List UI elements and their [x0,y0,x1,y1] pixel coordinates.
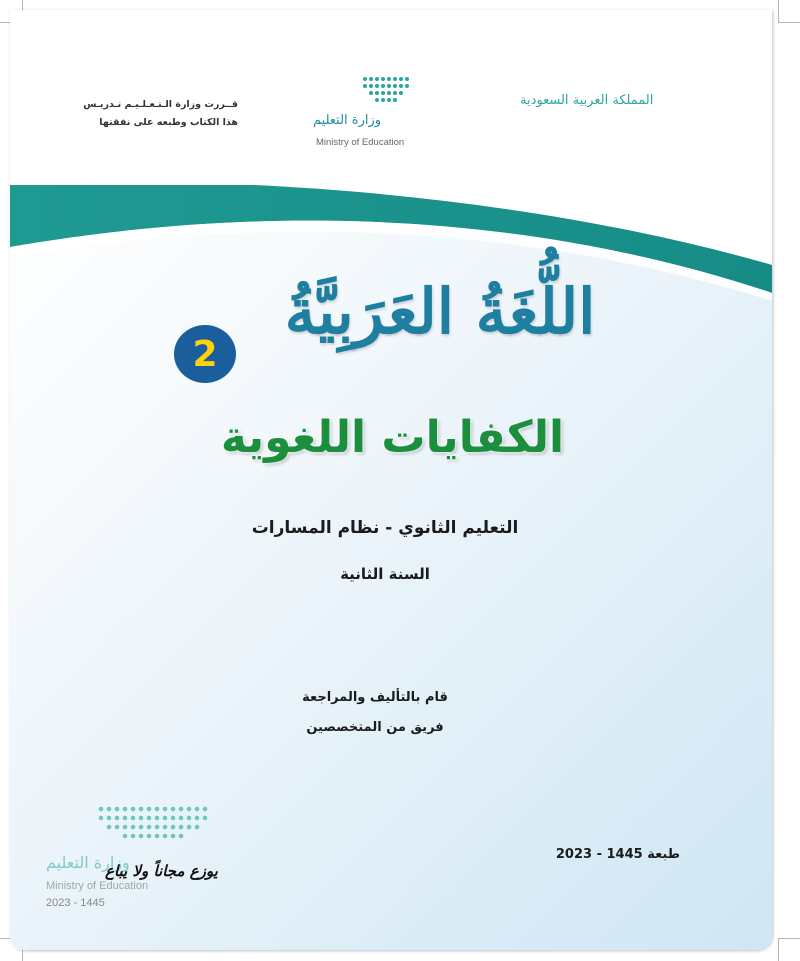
crop-mark [778,939,779,961]
kingdom-label: المملكة العربية السعودية [520,93,654,108]
book-subtitle: الكفايات اللغوية [220,412,565,463]
volume-number: 2 [192,333,218,375]
free-distribution-stamp: يوزع مجاناً ولا يباع [105,862,218,880]
ministry-logo-footer [95,805,215,850]
volume-badge [174,325,236,383]
footer-ministry-name-ar: وزارة التعليم [46,853,130,872]
footer-ministry-name-en: Ministry of Education [46,880,149,892]
decree-line: هذا الكتاب وطبعه على نفقتها [99,117,238,128]
crop-mark [778,22,800,23]
authors-team: فريق من المتخصصين [306,720,444,735]
authors-label: قام بالتأليف والمراجعة [302,690,448,705]
crop-mark [778,0,779,22]
school-year: السنة الثانية [340,565,430,583]
decree-line: قــررت وزارة الـتـعـلـيـم تـدريـس [83,99,238,110]
ministry-name-ar: وزارة التعليم [313,113,382,128]
education-track: التعليم الثانوي - نظام المسارات [251,518,519,538]
crop-mark [778,938,800,939]
book-title: اللُّغَةُ العَرَبِيَّةُ [284,275,596,348]
decree-text [78,96,238,132]
ministry-name-en: Ministry of Education [316,137,405,148]
footer-year: 2023 - 1445 [46,897,105,909]
ministry-logo [315,75,425,115]
edition-label: طبعة 1445 - 2023 [555,847,680,862]
